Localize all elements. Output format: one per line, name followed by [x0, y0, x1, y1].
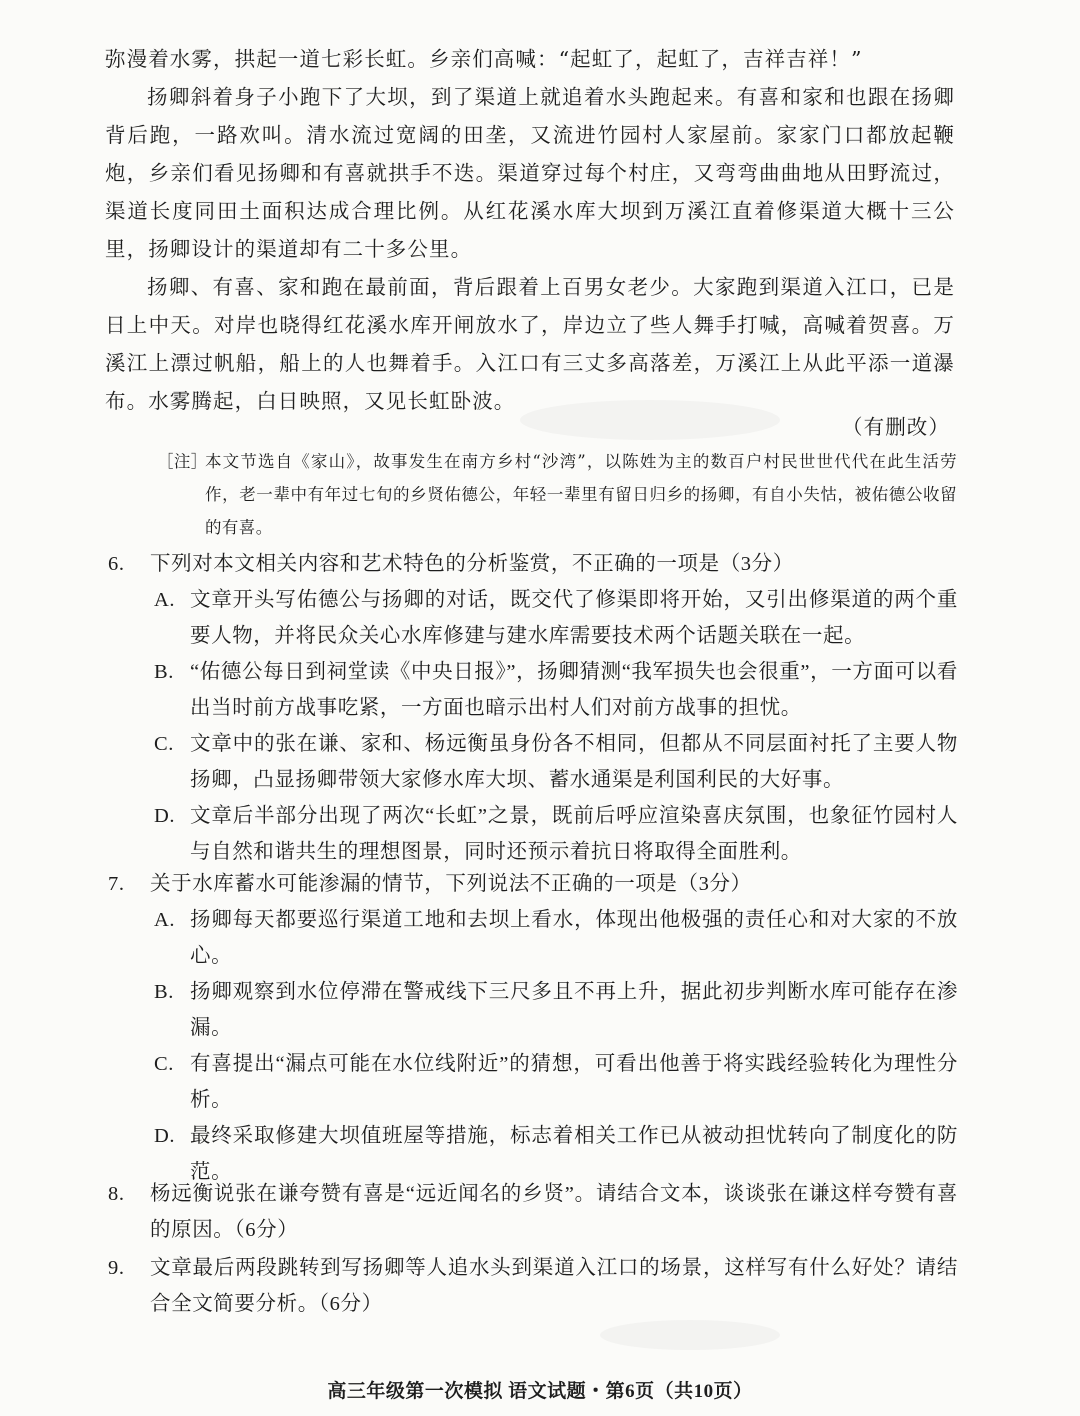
option-letter: D. [154, 1125, 176, 1147]
question-stem: 下列对本文相关内容和艺术特色的分析鉴赏，不正确的一项是（3分） [150, 553, 794, 575]
question-7 [108, 866, 958, 1190]
passage-paragraph-1: 弥漫着水雾，拱起一道七彩长虹。乡亲们高喊：“起虹了，起虹了，吉祥吉祥！” [105, 47, 863, 71]
question-number: 9. [108, 1257, 125, 1279]
passage [105, 40, 955, 420]
passage-paragraph-2: 扬卿斜着身子小跑下了大坝，到了渠道上就追着水头跑起来。有喜和家和也跟在扬卿背后跑，一路欢叫。清水流过宽阔的田垄，又流进竹园村人家屋前。家家门口都放起鞭炮，乡亲们看见扬卿和有喜就拱手不迭。渠道穿过每个村庄，又弯弯曲曲地从田野流过，渠道长度同田土面积达成合理比例。从红花溪水库大坝到万溪江直着修渠道大概十三公里，扬卿设计的渠道却有二十多公里。 [105, 85, 955, 261]
question-number: 7. [108, 873, 125, 895]
option-a [154, 902, 958, 974]
option-d [154, 798, 958, 870]
annotation [157, 445, 957, 544]
option-text: 文章开头写佑德公与扬卿的对话，既交代了修渠即将开始，又引出修渠道的两个重要人物，并将民众关心水库修建与建水库需要技术两个话题关联在一起。 [190, 589, 958, 647]
option-b [154, 654, 958, 726]
option-letter: B. [154, 661, 174, 683]
annotation-tag: ［注］ [157, 452, 208, 471]
option-b [154, 974, 958, 1046]
question-stem: 文章最后两段跳转到写扬卿等人追水头到渠道入江口的场景，这样写有什么好处？请结合全文简要分析。（6分） [150, 1257, 958, 1315]
paper-smudge [600, 1320, 780, 1350]
option-letter: C. [154, 733, 174, 755]
question-number: 6. [108, 553, 125, 575]
option-letter: A. [154, 909, 176, 931]
question-6 [108, 546, 958, 870]
option-c [154, 726, 958, 798]
option-text: 最终采取修建大坝值班屋等措施，标志着相关工作已从被动担忧转向了制度化的防范。 [190, 1125, 958, 1183]
option-text: 文章后半部分出现了两次“长虹”之景，既前后呼应渲染喜庆氛围，也象征竹园村人与自然和谐共生的理想图景，同时还预示着抗日将取得全面胜利。 [190, 805, 958, 863]
page-footer: 高三年级第一次模拟 语文试题・第6页（共10页） [327, 1381, 753, 1402]
option-letter: B. [154, 981, 174, 1003]
source-note: （有删改） [842, 415, 950, 439]
question-stem: 杨远衡说张在谦夸赞有喜是“远近闻名的乡贤”。请结合文本，谈谈张在谦这样夸赞有喜的原因。（6分） [150, 1183, 958, 1241]
question-8 [108, 1176, 958, 1248]
option-text: 有喜提出“漏点可能在水位线附近”的猜想，可看出他善于将实践经验转化为理性分析。 [190, 1053, 958, 1111]
option-letter: A. [154, 589, 176, 611]
option-a [154, 582, 958, 654]
question-number: 8. [108, 1183, 125, 1205]
option-text: “佑德公每日到祠堂读《中央日报》”，扬卿猜测“我军损失也会很重”，一方面可以看出当时前方战事吃紧，一方面也暗示出村人们对前方战事的担忧。 [190, 661, 958, 719]
option-c [154, 1046, 958, 1118]
question-9 [108, 1250, 958, 1322]
option-text: 扬卿每天都要巡行渠道工地和去坝上看水，体现出他极强的责任心和对大家的不放心。 [190, 909, 958, 967]
passage-paragraph-3: 扬卿、有喜、家和跑在最前面，背后跟着上百男女老少。大家跑到渠道入江口，已是日上中天。对岸也晓得红花溪水库开闸放水了，岸边立了些人舞手打喊，高喊着贺喜。万溪江上漂过帆船，船上的人也舞着手。入江口有三丈多高落差，万溪江上从此平添一道瀑布。水雾腾起，白日映照，又见长虹卧波。 [105, 275, 955, 413]
question-stem: 关于水库蓄水可能渗漏的情节，下列说法不正确的一项是（3分） [150, 873, 752, 895]
annotation-text: 本文节选自《家山》，故事发生在南方乡村“沙湾”，以陈姓为主的数百户村民世世代代在此生活劳作，老一辈中有年过七旬的乡贤佑德公，年轻一辈里有留日归乡的扬卿，有自小失怙，被佑德公收留的有喜。 [205, 452, 957, 537]
option-text: 文章中的张在谦、家和、杨远衡虽身份各不相同，但都从不同层面衬托了主要人物扬卿，凸显扬卿带领大家修水库大坝、蓄水通渠是利国利民的大好事。 [190, 733, 958, 791]
option-letter: D. [154, 805, 176, 827]
option-text: 扬卿观察到水位停滞在警戒线下三尺多且不再上升，据此初步判断水库可能存在渗漏。 [190, 981, 958, 1039]
option-letter: C. [154, 1053, 174, 1075]
